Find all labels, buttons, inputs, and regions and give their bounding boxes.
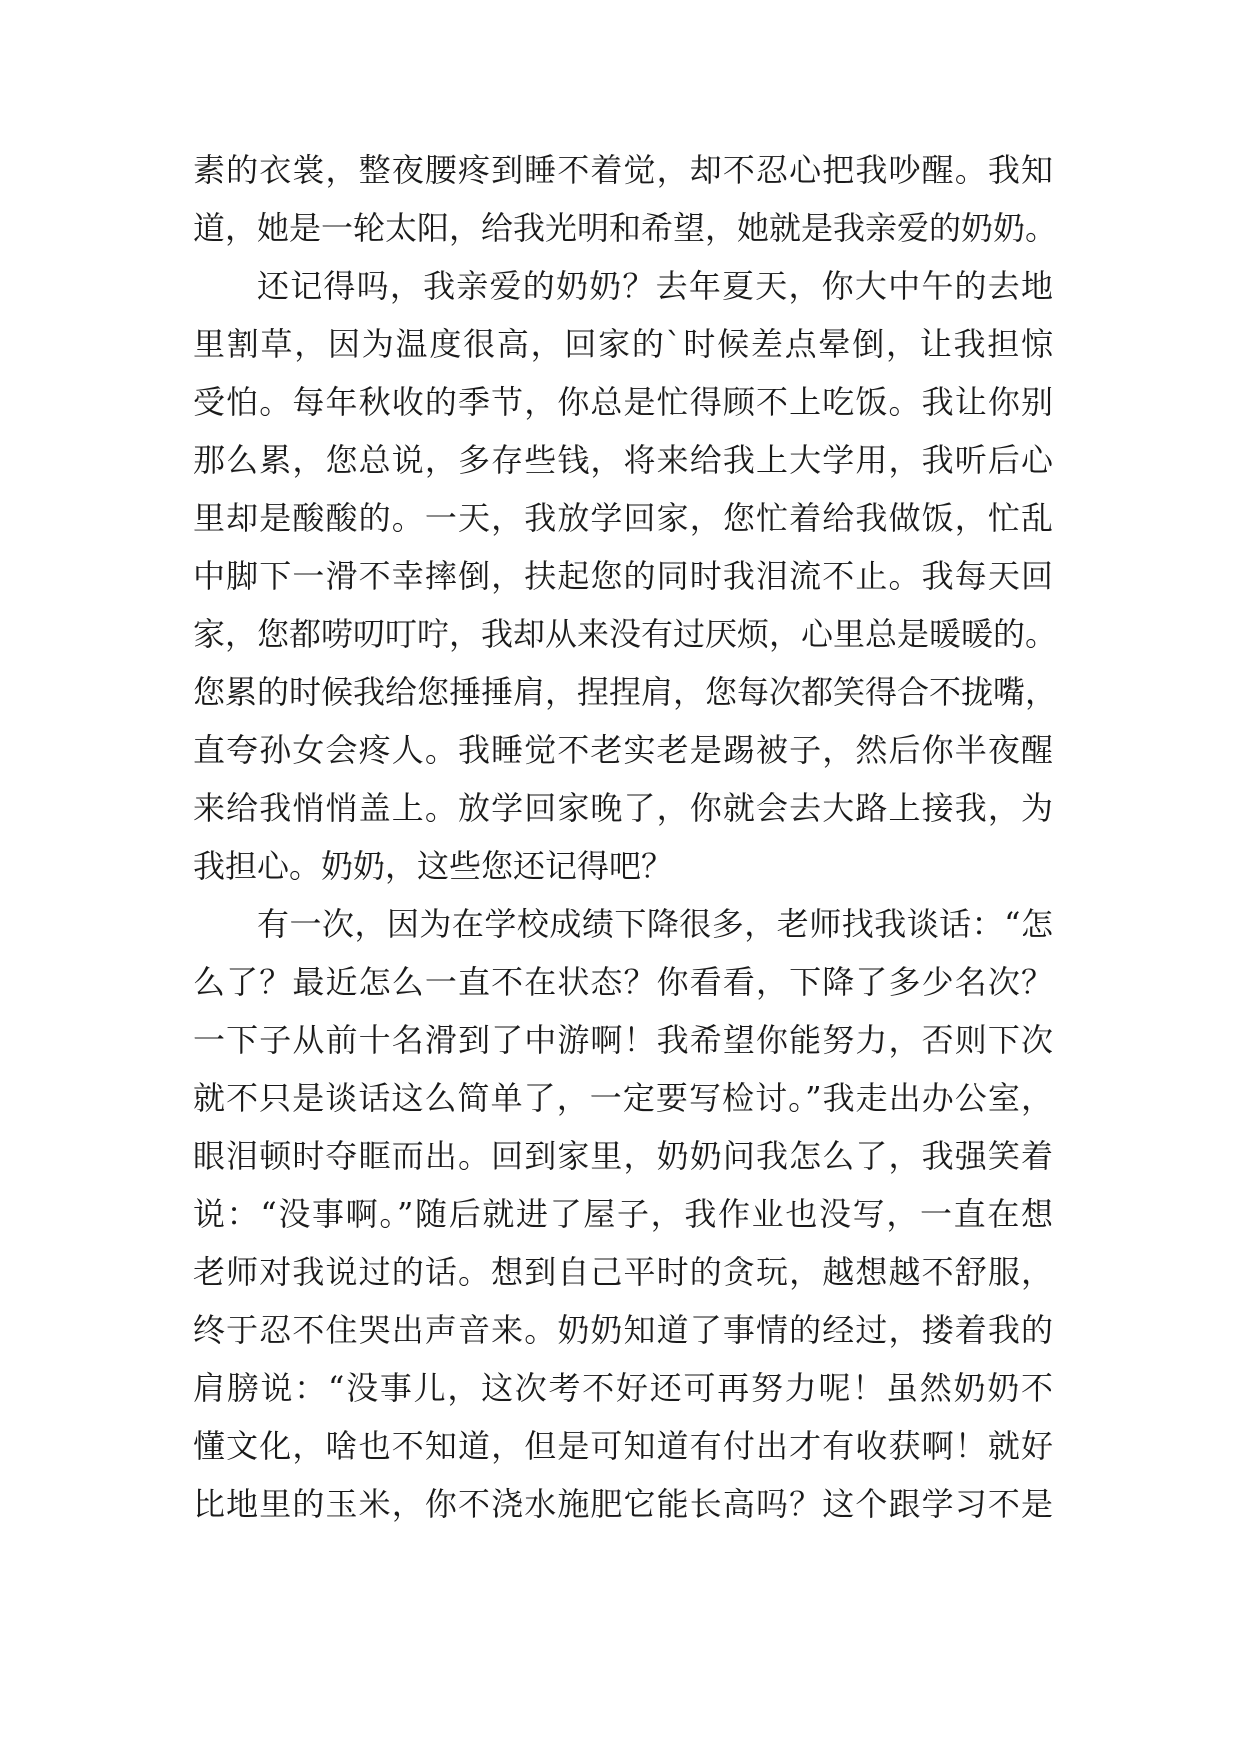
text-line: 么了？最近怎么一直不在状态？你看看，下降了多少名次？ xyxy=(193,963,1053,1001)
text-line: 里却是酸酸的。一天，我放学回家，您忙着给我做饭，忙乱 xyxy=(193,499,1053,537)
text-line: 中脚下一滑不幸摔倒，扶起您的同时我泪流不止。我每天回 xyxy=(193,557,1053,595)
paragraph-first-line: 还记得吗，我亲爱的奶奶？去年夏天，你大中午的去地 xyxy=(257,267,1053,305)
text-line: 肩膀说：“没事儿，这次考不好还可再努力呢！虽然奶奶不 xyxy=(193,1369,1053,1407)
text-line: 那么累，您总说，多存些钱，将来给我上大学用，我听后心 xyxy=(193,441,1053,479)
text-line: 一下子从前十名滑到了中游啊！我希望你能努力，否则下次 xyxy=(193,1021,1053,1059)
text-line: 说：“没事啊。”随后就进了屋子，我作业也没写，一直在想 xyxy=(193,1195,1053,1233)
text-line: 受怕。每年秋收的季节，你总是忙得顾不上吃饭。我让你别 xyxy=(193,383,1053,421)
paragraph-first-line: 有一次，因为在学校成绩下降很多，老师找我谈话：“怎 xyxy=(257,905,1053,943)
text-line: 家，您都唠叨叮咛，我却从来没有过厌烦，心里总是暖暖的。 xyxy=(193,615,1058,653)
text-line: 素的衣裳，整夜腰疼到睡不着觉，却不忍心把我吵醒。我知 xyxy=(193,151,1053,189)
paragraph-last-line: 我担心。奶奶，这些您还记得吧？ xyxy=(193,847,674,885)
text-line: 里割草，因为温度很高，回家的`时候差点晕倒，让我担惊 xyxy=(193,325,1053,363)
text-line: 您累的时候我给您捶捶肩，捏捏肩，您每次都笑得合不拢嘴， xyxy=(193,673,1058,711)
text-line: 比地里的玉米，你不浇水施肥它能长高吗？这个跟学习不是 xyxy=(193,1485,1053,1523)
text-line: 道，她是一轮太阳，给我光明和希望，她就是我亲爱的奶奶。 xyxy=(193,209,1058,247)
text-line: 老师对我说过的话。想到自己平时的贪玩，越想越不舒服， xyxy=(193,1253,1053,1291)
text-line: 就不只是谈话这么简单了，一定要写检讨。”我走出办公室， xyxy=(193,1079,1053,1117)
text-line: 来给我悄悄盖上。放学回家晚了，你就会去大路上接我，为 xyxy=(193,789,1053,827)
text-line: 直夸孙女会疼人。我睡觉不老实老是踢被子，然后你半夜醒 xyxy=(193,731,1053,769)
text-line: 懂文化，啥也不知道，但是可知道有付出才有收获啊！就好 xyxy=(193,1427,1053,1465)
text-line: 眼泪顿时夺眶而出。回到家里，奶奶问我怎么了，我强笑着 xyxy=(193,1137,1053,1175)
text-line: 终于忍不住哭出声音来。奶奶知道了事情的经过，搂着我的 xyxy=(193,1311,1053,1349)
